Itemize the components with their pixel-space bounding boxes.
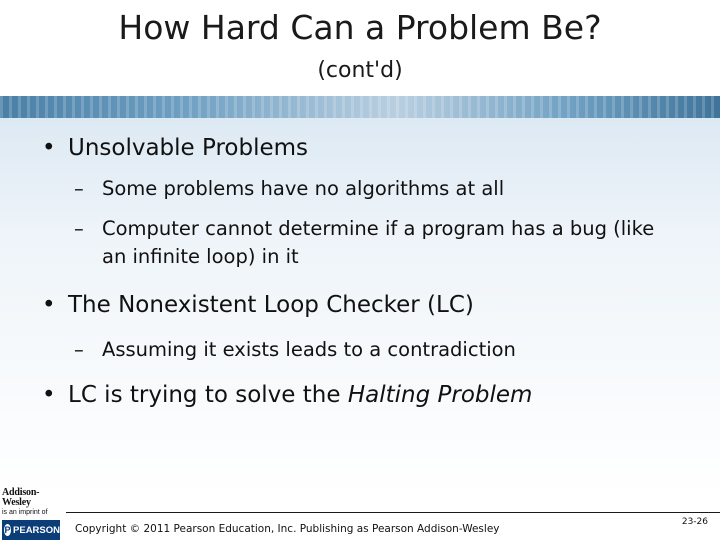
subitem-text: Some problems have no algorithms at all: [102, 177, 505, 200]
subitem-cannot-determine-bug: [74, 215, 674, 271]
bullet-text: The Nonexistent Loop Checker (LC): [68, 292, 474, 318]
slide-title: How Hard Can a Problem Be?: [118, 8, 602, 47]
bullet-text-prefix: LC is trying to solve the: [68, 382, 348, 408]
page-number: 23-26: [681, 517, 708, 527]
dash-icon: –: [74, 177, 84, 200]
bullet-dot-icon: •: [42, 382, 56, 408]
publisher-logo: [2, 488, 64, 540]
bullet-text-emphasis: Halting Problem: [347, 382, 533, 408]
bullet-dot-icon: •: [42, 292, 56, 318]
bullet-dot-icon: •: [42, 135, 56, 161]
bullet-text: Unsolvable Problems: [68, 135, 309, 161]
decorative-band: [0, 96, 720, 118]
pearson-brand-text: PEARSON: [13, 524, 60, 536]
dash-icon: –: [74, 217, 84, 240]
dash-icon: –: [74, 338, 84, 361]
subitem-no-algorithms: [74, 175, 674, 203]
publisher-name: Addison-Wesley: [2, 487, 40, 508]
slide-header: [0, 0, 720, 96]
pearson-p-icon: P: [4, 525, 11, 535]
bullet-halting-problem: [42, 380, 702, 410]
subitem-text: Assuming it exists leads to a contradiction: [102, 338, 516, 361]
slide-subtitle: (cont'd): [317, 58, 403, 83]
subitem-text: Computer cannot determine if a program has a bug (like an infinite loop) in it: [102, 217, 655, 268]
copyright-notice: Copyright © 2011 Pearson Education, Inc. Publishing as Pearson Addison-Wesley: [75, 523, 500, 535]
bullet-nonexistent-loop-checker: [42, 290, 702, 320]
footer-divider: [66, 512, 720, 513]
pearson-logo: [2, 520, 60, 540]
bullet-unsolvable-problems: [42, 133, 702, 163]
publisher-imprint-text: is an imprint of: [2, 509, 48, 516]
subitem-contradiction: [74, 336, 674, 364]
